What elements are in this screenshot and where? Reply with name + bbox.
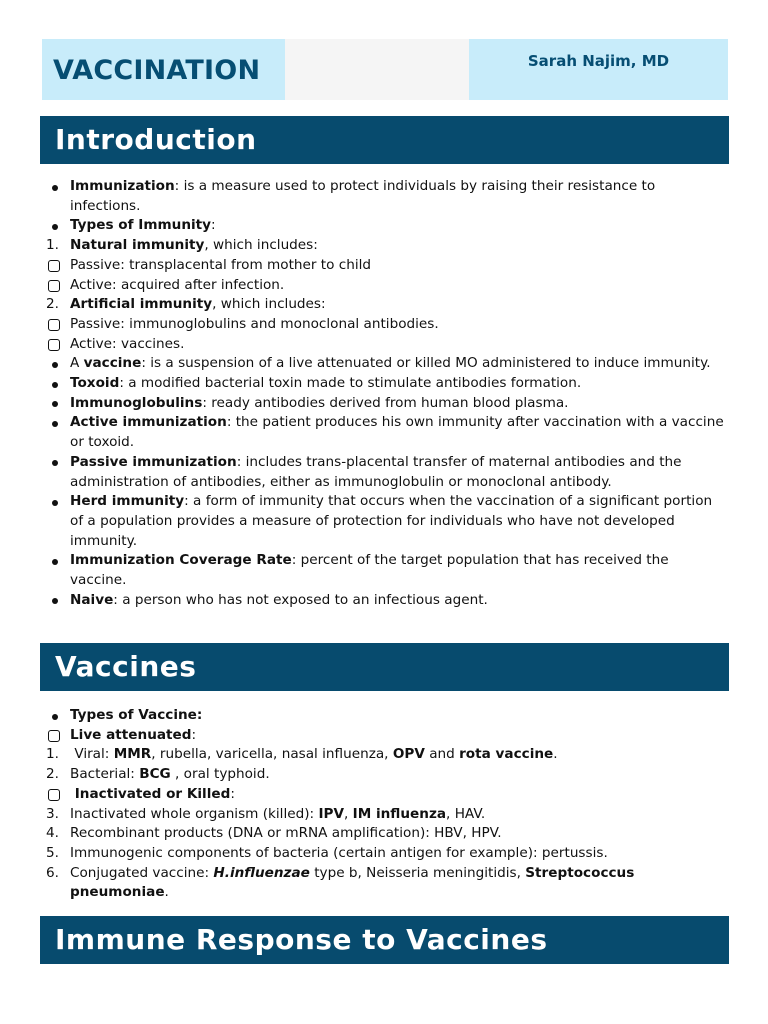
- term: Immunization Coverage Rate: [70, 552, 292, 569]
- definition: : a form of immunity that occurs when the vaccination of a significant portion of a population provides a measure of protection for individuals who have not developed immunity.: [70, 493, 713, 549]
- list-item: [44, 785, 724, 805]
- definition: : includes trans-placental transfer of maternal antibodies and the administration of antibodies, either as immunoglobulin or monoclonal antibody.: [70, 453, 682, 490]
- checkbox-icon: [44, 315, 66, 335]
- text: type b, Neisseria meningitidis,: [309, 864, 526, 881]
- list-item: [44, 844, 724, 864]
- term: Immunoglobulins: [70, 394, 203, 411]
- definition: Active: vaccines.: [70, 335, 185, 352]
- checkbox-icon: [44, 726, 66, 746]
- bullet-icon: [44, 492, 66, 512]
- checkbox-icon: [44, 256, 66, 276]
- term: Live attenuated: [70, 726, 192, 743]
- text: , oral typhoid.: [170, 766, 270, 783]
- term: Toxoid: [70, 375, 120, 392]
- text: Viral:: [70, 746, 114, 763]
- definition: : percent of the target population that has received the vaccine.: [70, 552, 669, 589]
- term: Immunization: [70, 178, 175, 194]
- list-item: [44, 453, 724, 492]
- list-item: [44, 765, 724, 785]
- bullet-icon: [44, 394, 66, 414]
- list-item: [44, 591, 724, 611]
- list-number: 2.: [46, 296, 59, 313]
- list-number: 1.: [46, 237, 59, 254]
- bullet-icon: [44, 354, 66, 374]
- list-item: [44, 413, 724, 452]
- checkbox-icon: [44, 276, 66, 296]
- section-heading-immune-response: Immune Response to Vaccines: [40, 916, 729, 964]
- list-item: [44, 492, 724, 551]
- text: , rubella, varicella, nasal influenza,: [151, 746, 393, 763]
- author-name: Sarah Najim, MD: [527, 52, 670, 70]
- bullet-icon: [44, 591, 66, 611]
- definition: Passive: immunoglobulins and monoclonal antibodies.: [70, 315, 439, 332]
- definition: : ready antibodies derived from human blood plasma.: [202, 394, 569, 411]
- text: :: [230, 785, 235, 802]
- list-number: 1.: [46, 746, 59, 763]
- term: MMR: [113, 746, 152, 763]
- list-number: 4.: [46, 825, 59, 842]
- text: ,: [343, 805, 353, 822]
- bullet-icon: [44, 706, 66, 726]
- list-item: [44, 551, 724, 590]
- definition: : a modified bacterial toxin made to stimulate antibodies formation.: [119, 375, 582, 392]
- vaccines-list: [44, 706, 724, 903]
- bullet-icon: [44, 413, 66, 433]
- term: Artificial immunity: [70, 296, 213, 313]
- term: Inactivated or Killed: [70, 785, 231, 802]
- definition: :: [211, 217, 216, 234]
- text: , HAV.: [446, 805, 486, 822]
- definition: Passive: transplacental from mother to child: [70, 256, 372, 273]
- list-item: [44, 805, 724, 825]
- term: H.influenzae: [213, 864, 310, 881]
- term: Streptococcus pneumoniae: [70, 864, 635, 901]
- bullet-icon: [44, 177, 66, 197]
- text: A: [70, 355, 84, 372]
- list-item: [44, 276, 724, 296]
- list-item: [44, 745, 724, 765]
- definition: : is a measure used to protect individuals by raising their resistance to infections.: [70, 178, 656, 214]
- definition: : a person who has not exposed to an infectious agent.: [113, 591, 488, 608]
- checkbox-icon: [44, 335, 66, 355]
- term: IM influenza: [352, 805, 447, 822]
- term: OPV: [392, 746, 425, 763]
- bullet-icon: [44, 216, 66, 236]
- term: Natural immunity: [70, 237, 205, 254]
- list-item: [44, 256, 724, 276]
- list-item: [44, 177, 724, 216]
- introduction-list: [44, 177, 724, 610]
- bullet-icon: [44, 374, 66, 394]
- term: vaccine: [83, 355, 142, 372]
- text: and: [424, 746, 460, 763]
- text: .: [553, 746, 558, 763]
- list-number: 3.: [46, 805, 59, 822]
- list-item: [44, 335, 724, 355]
- header-spacer: [285, 39, 469, 100]
- term: Passive immunization: [70, 453, 237, 470]
- text: Inactivated whole organism (killed):: [70, 805, 319, 822]
- definition: : is a suspension of a live attenuated or killed MO administered to induce immunity.: [141, 355, 711, 372]
- list-item: [44, 295, 724, 315]
- list-item: [44, 354, 724, 374]
- list-number: 6.: [46, 864, 59, 881]
- definition: , which includes:: [212, 296, 326, 313]
- list-item: [44, 824, 724, 844]
- text: Conjugated vaccine:: [70, 864, 214, 881]
- bullet-icon: [44, 453, 66, 473]
- list-item: [44, 726, 724, 746]
- definition: : the patient produces his own immunity after vaccination with a vaccine or toxoid.: [70, 414, 724, 451]
- text: Recombinant products (DNA or mRNA amplification): HBV, HPV.: [70, 825, 502, 842]
- list-item: [44, 236, 724, 256]
- term: BCG: [139, 766, 171, 783]
- document-title: VACCINATION: [53, 55, 261, 86]
- text: :: [191, 726, 197, 743]
- list-item: [44, 216, 724, 236]
- list-item: [44, 706, 724, 726]
- text: .: [164, 884, 169, 901]
- section-heading-introduction: Introduction: [40, 116, 729, 164]
- bullet-icon: [44, 551, 66, 571]
- list-item: [44, 864, 724, 903]
- text: Bacterial:: [70, 766, 140, 783]
- term: Naive: [70, 591, 114, 608]
- definition: Active: acquired after infection.: [70, 276, 285, 293]
- term: Active immunization: [70, 414, 227, 431]
- list-item: [44, 315, 724, 335]
- text: Immunogenic components of bacteria (certain antigen for example): pertussis.: [70, 844, 608, 861]
- checkbox-icon: [44, 785, 66, 805]
- list-number: 2.: [46, 766, 59, 783]
- list-item: [44, 394, 724, 414]
- list-item: [44, 374, 724, 394]
- term: Types of Vaccine:: [70, 707, 203, 723]
- section-heading-vaccines: Vaccines: [40, 643, 729, 691]
- list-number: 5.: [46, 844, 59, 861]
- term: rota vaccine: [459, 746, 554, 763]
- term: Types of Immunity: [70, 217, 212, 234]
- term: IPV: [318, 805, 344, 822]
- definition: , which includes:: [204, 237, 318, 254]
- term: Herd immunity: [70, 493, 185, 510]
